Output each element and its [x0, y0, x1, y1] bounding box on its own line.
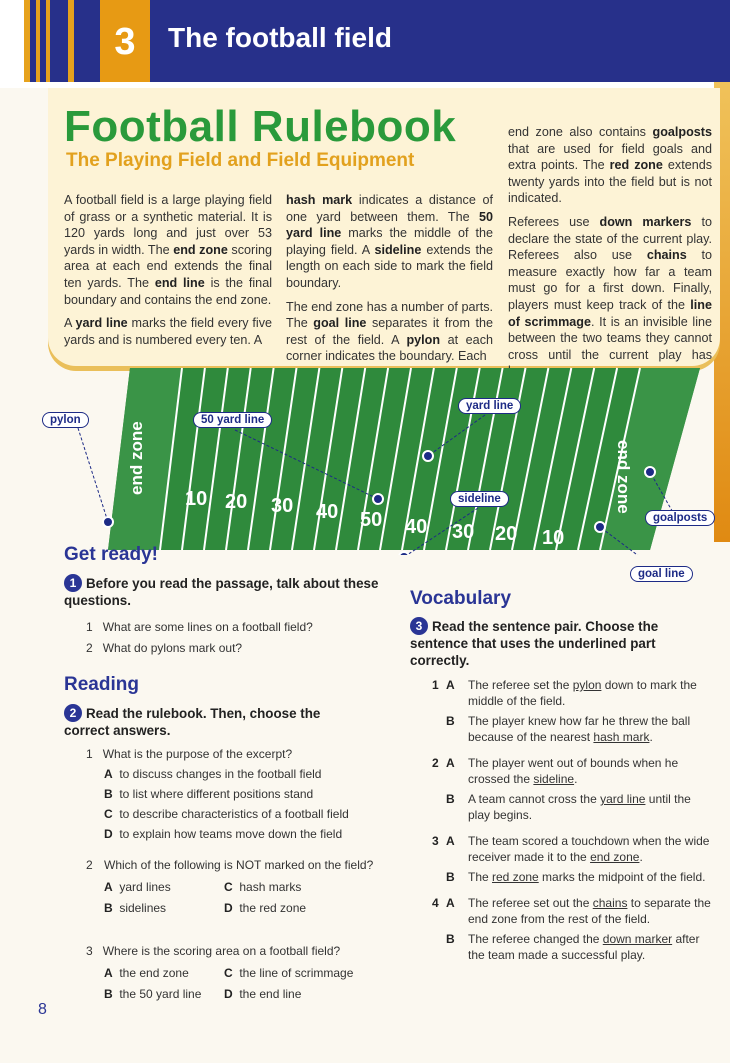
vocabulary-pairs: [432, 677, 712, 963]
reading-question-1: 1 What is the purpose of the excerpt? A to discuss changes in the football field B to list where different positions stand C to describe characteristics of a football field D to explain how teams move down the field: [86, 746, 376, 842]
sentence-option[interactable]: 1 A The referee set the pylon down to mark the middle of the field.: [432, 678, 697, 708]
answer-option[interactable]: A the end zone: [104, 966, 189, 980]
answer-option[interactable]: A yard lines: [104, 880, 171, 894]
answer-option[interactable]: C to describe characteristics of a football field: [104, 807, 349, 821]
vocabulary-instruction: 3 Read the sentence pair. Choose the sentence that uses the underlined part correctly.: [410, 619, 659, 668]
get-ready-question: 1 What are some lines on a football field?: [86, 620, 313, 634]
col1-paragraph-1: A football field is a large playing field of grass or a synthetic material. It is 120 yards long and just over 53 yards in width. The end zone scoring area at each end extends the final ten yards. The end line is the final boundary and contains the end zone.: [64, 193, 272, 307]
reading-question-2: 2 Which of the following is NOT marked on the field? A yard lines C hash marks B sidelines D the red zone: [86, 857, 376, 916]
reading-instruction: 2 Read the rulebook. Then, choose the correct answers.: [64, 706, 321, 738]
sentence-option[interactable]: B The player knew how far he threw the ball because of the nearest hash mark.: [446, 714, 691, 744]
option-grid: [104, 965, 386, 1002]
yard-number: 40: [316, 501, 339, 523]
rulebook-column-3: [508, 124, 712, 387]
answer-option[interactable]: B to list where different positions stand: [104, 787, 314, 801]
sentence-option[interactable]: B The red zone marks the midpoint of the field.: [446, 870, 706, 884]
answer-option[interactable]: D to explain how teams move down the field: [104, 827, 343, 841]
end-zone-label-right: end zone: [614, 440, 633, 514]
get-ready-question: 2 What do pylons mark out?: [86, 641, 243, 655]
vocabulary-heading: Vocabulary: [410, 588, 512, 609]
callout-yard-line: yard line: [458, 398, 521, 414]
reading-heading: Reading: [64, 674, 139, 695]
callout-goalposts: goalposts: [645, 510, 715, 526]
option-grid: [104, 879, 376, 916]
sentence-pair: [432, 895, 712, 963]
end-zone-label-left: end zone: [127, 421, 146, 495]
get-ready-instruction: 1 Before you read the passage, talk about these questions.: [64, 576, 379, 608]
answer-option[interactable]: C hash marks: [224, 880, 302, 894]
page-number: 8: [38, 1001, 47, 1018]
sentence-option[interactable]: B The referee changed the down marker after the team made a successful play.: [446, 932, 700, 962]
header-stripes: [24, 0, 84, 82]
col3-paragraph-2: Referees use down markers to declare the state of the current play. Referees also use chains to measure exactly how far a team must go for a first down. Finally, players must keep track of the line of scrimmage. It is an invisible line between the two teams they cannot cross until the current play has: [508, 214, 713, 362]
rulebook-column-1: [64, 192, 272, 355]
answer-option[interactable]: C the line of scrimmage: [224, 966, 354, 980]
sentence-option[interactable]: 2 A The player went out of bounds when he crossed the sideline.: [432, 756, 679, 786]
col2-paragraph-2: The end zone has a number of parts. The goal line separates it from the rest of the field. A pylon at each corner indicates the boundary. Each: [286, 299, 494, 364]
answer-option[interactable]: B the 50 yard line: [104, 987, 202, 1001]
col1-paragraph-2: A yard line marks the field every five yards and is numbered every ten. A: [64, 316, 273, 347]
reading-question-3: 3 Where is the scoring area on a football field? A the end zone C the line of scrimmage B the 50 yard line D the end line: [86, 943, 386, 1002]
callout-pylon: pylon: [42, 412, 89, 428]
sentence-pair: [432, 677, 712, 745]
chapter-number: 3: [100, 0, 150, 82]
yard-number: 50: [360, 509, 383, 531]
callout-goal-line: goal line: [630, 566, 693, 582]
sentence-option[interactable]: B A team cannot cross the yard line until the play begins.: [446, 792, 691, 822]
chapter-title: The football field: [168, 22, 392, 53]
callout-sideline: sideline: [450, 491, 509, 507]
answer-option[interactable]: D the end line: [224, 987, 302, 1001]
rulebook-column-2: [286, 192, 493, 372]
yard-number: 20: [225, 491, 248, 513]
yard-number: 40: [405, 516, 428, 538]
yard-number: 10: [542, 527, 565, 549]
col2-paragraph-1: hash mark indicates a distance of one yard between them. The 50 yard line marks the middle of the playing field. A sideline extends the length on each side to mark the field boundary.: [286, 193, 494, 290]
answer-option[interactable]: A to discuss changes in the football field: [104, 767, 322, 781]
task-number: 2: [64, 704, 82, 722]
option-list: [104, 766, 376, 842]
sentence-option[interactable]: 3 A The team scored a touchdown when the wide receiver made it to the end zone.: [432, 834, 710, 864]
yard-number: 20: [495, 523, 518, 545]
answer-option[interactable]: D the red zone: [224, 901, 307, 915]
yard-number: 30: [452, 521, 475, 543]
col3-paragraph-1: end zone also contains goalposts that are used for field goals and extra points. The red zone extends twenty yards into the field but is not indicated.: [508, 125, 713, 206]
task-number: 1: [64, 574, 82, 592]
task-number: 3: [410, 617, 428, 635]
sentence-option[interactable]: 4 A The referee set out the chains to separate the end zone from the rest of the field.: [432, 896, 711, 926]
callout-50-yard-line: 50 yard line: [193, 412, 272, 428]
rulebook-title: Football Rulebook: [64, 102, 457, 151]
get-ready-heading: Get ready!: [64, 544, 158, 565]
rulebook-subtitle: The Playing Field and Field Equipment: [66, 150, 415, 171]
yard-number: 30: [271, 495, 294, 517]
football-field-illustration: [0, 360, 730, 555]
sentence-pair: [432, 833, 712, 885]
yard-number: 10: [185, 488, 208, 510]
answer-option[interactable]: B sidelines: [104, 901, 167, 915]
sentence-pair: [432, 755, 712, 823]
